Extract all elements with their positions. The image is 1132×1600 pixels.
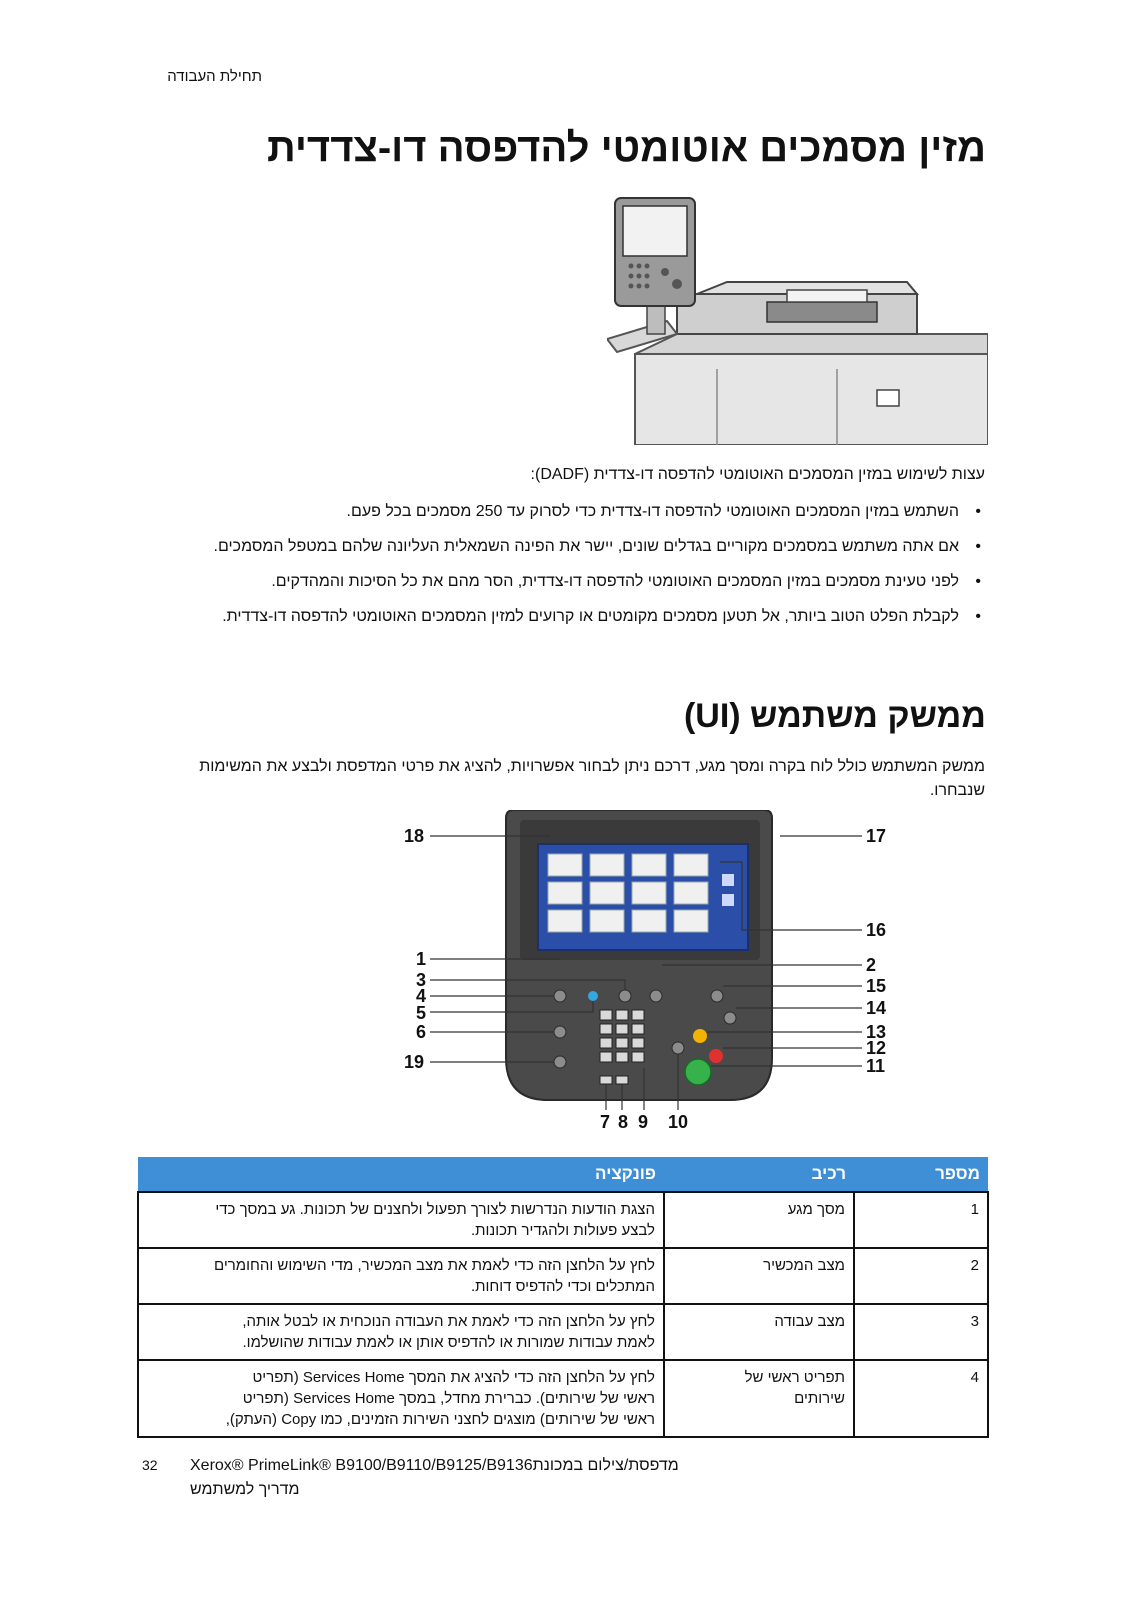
adf-illustration <box>607 194 988 445</box>
column-header-component: רכיב <box>664 1157 854 1192</box>
cell-line: לחץ על הלחצן הזה כדי לאמת את מצב המכשיר, מדי השימוש והחומרים <box>214 1257 655 1274</box>
cell-line: הצגת הודעות הנדרשות לצורך תפעול ולחצנים של תכונות. גע במסך כדי <box>215 1201 655 1218</box>
callout-17: 17 <box>866 826 887 846</box>
cell-function <box>138 1192 664 1248</box>
table-header-row <box>138 1157 988 1192</box>
ui-description: ממשק המשתמש כולל לוח בקרה ומסך מגע, דרכם ניתן לבחור אפשרויות, להציג את פרטי המדפסת ולבצע את המשימות שנבחרו. <box>199 758 985 799</box>
callout-14: 14 <box>866 998 887 1018</box>
callout-12: 12 <box>866 1038 887 1058</box>
cell-component <box>664 1248 854 1304</box>
cell-line: מצב המכשיר <box>763 1257 845 1274</box>
table-row <box>138 1360 988 1437</box>
cell-line: לאמת עבודות שמורות או להדפיס אותן או לאמת עבודות שהושלמו. <box>242 1334 655 1351</box>
callout-13: 13 <box>866 1022 887 1042</box>
callout-2: 2 <box>866 955 877 975</box>
callout-11: 11 <box>866 1056 886 1076</box>
cell-component <box>664 1192 854 1248</box>
components-table <box>137 1157 989 1438</box>
cell-number: 3 <box>854 1304 988 1360</box>
adf-tips-intro: עצות לשימוש במזין המסמכים האוטומטי להדפסה דו-צדדית (DADF): <box>530 466 985 483</box>
callout-3: 3 <box>416 970 427 990</box>
column-header-function: פונקציה <box>138 1157 664 1192</box>
callout-1: 1 <box>416 949 427 969</box>
adf-tip-item: • לפני טעינת מסמכים במזין המסמכים האוטומטי להדפסה דו-צדדית, הסר מהם את כל הסיכות והמהדקים. <box>140 570 985 593</box>
page-number: 32 <box>142 1457 158 1473</box>
footer-guide-name: מדריך למשתמש <box>190 1481 300 1498</box>
callout-4: 4 <box>416 986 427 1006</box>
callout-16: 16 <box>866 920 887 940</box>
cell-function <box>138 1248 664 1304</box>
cell-component <box>664 1304 854 1360</box>
callout-19: 19 <box>404 1052 425 1072</box>
table-row <box>138 1304 988 1360</box>
section-title-ui: ממשק משתמש (UI) <box>683 697 986 735</box>
callout-8: 8 <box>618 1112 629 1132</box>
cell-line: מצב עבודה <box>774 1313 845 1330</box>
callout-5: 5 <box>416 1003 427 1023</box>
callout-9: 9 <box>638 1112 649 1132</box>
callout-10: 10 <box>668 1112 689 1132</box>
adf-tip-item: • השתמש במזין המסמכים האוטומטי להדפסה דו-צדדית כדי לסרוק עד 250 מסמכים בכל פעם. <box>140 500 985 523</box>
cell-number: 1 <box>854 1192 988 1248</box>
footer-product-name: Xerox® PrimeLink® B9100/B9110/B9125/B9136מדפסת/צילום במכונת <box>190 1457 679 1474</box>
cell-component <box>664 1360 854 1437</box>
cell-line: המתכלים וכדי להדפיס דוחות. <box>470 1278 655 1295</box>
column-header-number: מספר <box>854 1157 988 1192</box>
callout-labels <box>400 810 920 1140</box>
cell-function <box>138 1360 664 1437</box>
cell-line: לבצע פעולות ולהגדיר תכונות. <box>470 1222 655 1239</box>
table-row <box>138 1192 988 1248</box>
section-title-adf: מזין מסמכים אוטומטי להדפסה דו-צדדית <box>266 126 986 170</box>
cell-line: לחץ על הלחצן הזה כדי להציג את המסך Services Home (תפריט <box>252 1369 655 1386</box>
cell-number: 4 <box>854 1360 988 1437</box>
table-row <box>138 1248 988 1304</box>
callout-15: 15 <box>866 976 887 996</box>
adf-tips-list <box>140 500 985 640</box>
callout-18: 18 <box>404 826 425 846</box>
cell-function <box>138 1304 664 1360</box>
cell-line: מסך מגע <box>787 1201 845 1218</box>
cell-line: ראשי של שירותים) מוצגים לחצני השירות הזמינים, כמו Copy (העתק), <box>225 1411 655 1428</box>
adf-tip-item: • לקבלת הפלט הטוב ביותר, אל תטען מסמכים מקומטים או קרועים למזין המסמכים האוטומטי להדפסה דו-צדדית. <box>140 605 985 628</box>
cell-line: תפריט ראשי של <box>744 1369 845 1386</box>
cell-line: שירותים <box>794 1390 845 1407</box>
cell-line: ראשי של שירותים). כברירת מחדל, במסך Services Home (תפריט <box>242 1390 655 1407</box>
adf-tip-item: • אם אתה משתמש במסמכים מקוריים בגדלים שונים, יישר את הפינה השמאלית העליונה שלהם במטפל המסמכים. <box>140 535 985 558</box>
cell-number: 2 <box>854 1248 988 1304</box>
callout-7: 7 <box>600 1112 611 1132</box>
callout-6: 6 <box>416 1022 427 1042</box>
chapter-header: תחילת העבודה <box>167 68 262 85</box>
cell-line: לחץ על הלחצן הזה כדי לאמת את העבודה הנוכחית או לבטל אותה, <box>242 1313 655 1330</box>
